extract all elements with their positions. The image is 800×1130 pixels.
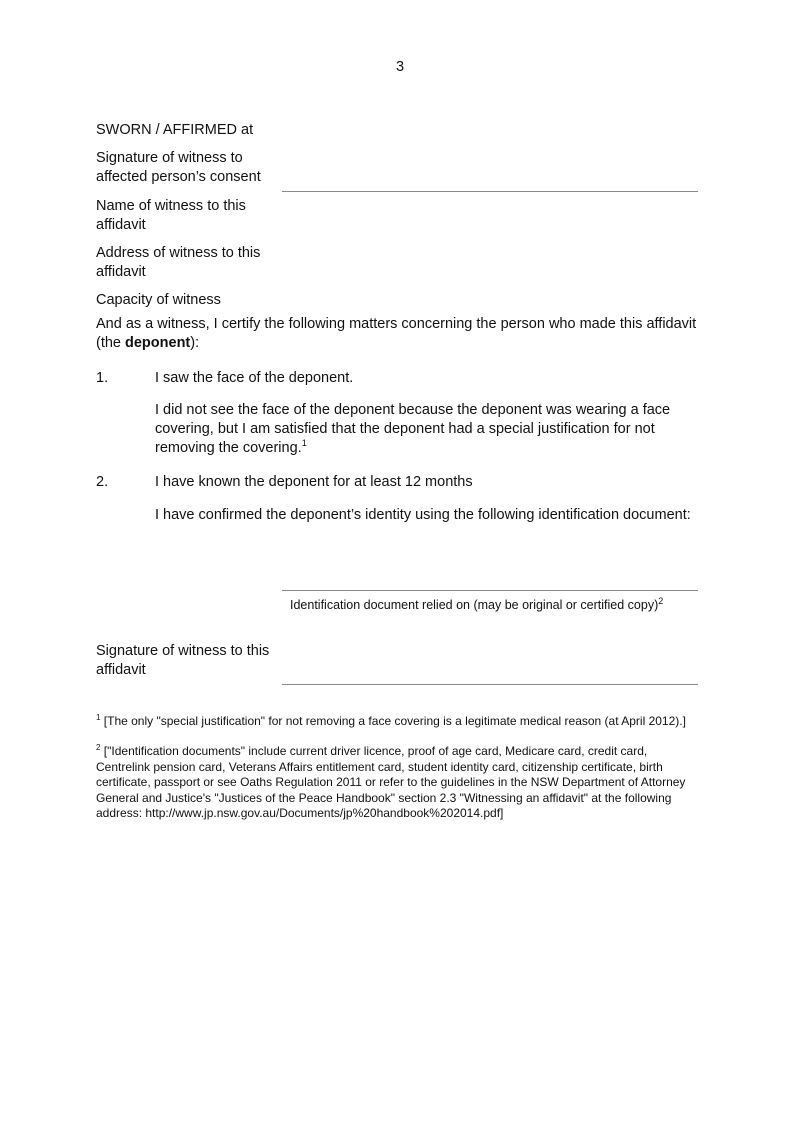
item-1-option-b [155,401,700,458]
id-document-line [282,590,698,591]
affidavit-witness-signature-label: Signature of witness to this affidavit [96,643,270,678]
item-1-option-a: I saw the face of the deponent. [155,370,354,386]
item-2-number: 2. [96,474,109,490]
item-2-option-a: I have known the deponent for at least 12 months [155,474,473,490]
footnote-2 [96,744,701,822]
footnote-ref-2: 2 [658,595,664,606]
witness-capacity-label: Capacity of witness [96,292,221,308]
footnote-2-text: ["Identification documents" include current driver licence, proof of age card, Medicare card, credit card, Centrelink pension card, Veterans Affairs entitlement card, student identity card, citizenship certificate, birth certificate, passport or see Oaths Regulation 2011 or refer to the guidelines in the NSW Department of Attorney General and Justice's "Justices of the Peace Handbook" section 2.3 "Witnessing an affidavit" at the following address: http://www.jp.nsw.gov.au/Documents/jp%20handbook%202014.pdf] [96,744,686,820]
footnote-ref-1: 1 [301,438,307,449]
footnote-1 [96,714,701,730]
certification-intro [96,315,701,353]
id-document-caption-text: Identification document relied on (may be original or certified copy) [290,598,659,612]
footnote-1-text: [The only "special justification" for not removing a face covering is a legitimate medical reason (at April 2012).] [100,714,686,728]
footnote-2-marker: 2 [96,743,101,752]
page-number: 3 [395,59,405,75]
consent-witness-signature-label: Signature of witness to affected person’s consent [96,150,261,185]
sworn-affirmed-label: SWORN / AFFIRMED at [96,122,254,138]
witness-address-label: Address of witness to this affidavit [96,245,261,280]
footnote-1-marker: 1 [96,713,101,722]
consent-witness-signature-line [282,191,698,192]
item-1-option-b-text: I did not see the face of the deponent because the deponent was wearing a face covering, but I am satisfied that the deponent had a special justification for not removing the covering. [155,402,671,456]
affidavit-witness-signature-line [282,684,698,685]
certification-intro-after: ): [190,335,200,351]
certification-intro-before: And as a witness, I certify the following matters concerning the person who made this affidavit (the [96,316,697,351]
deponent-term: deponent [125,335,191,351]
item-1-number: 1. [96,370,109,386]
item-2-option-b: I have confirmed the deponent’s identity using the following identification document: [155,507,691,523]
id-document-caption [290,596,663,615]
witness-name-label: Name of witness to this affidavit [96,198,246,233]
